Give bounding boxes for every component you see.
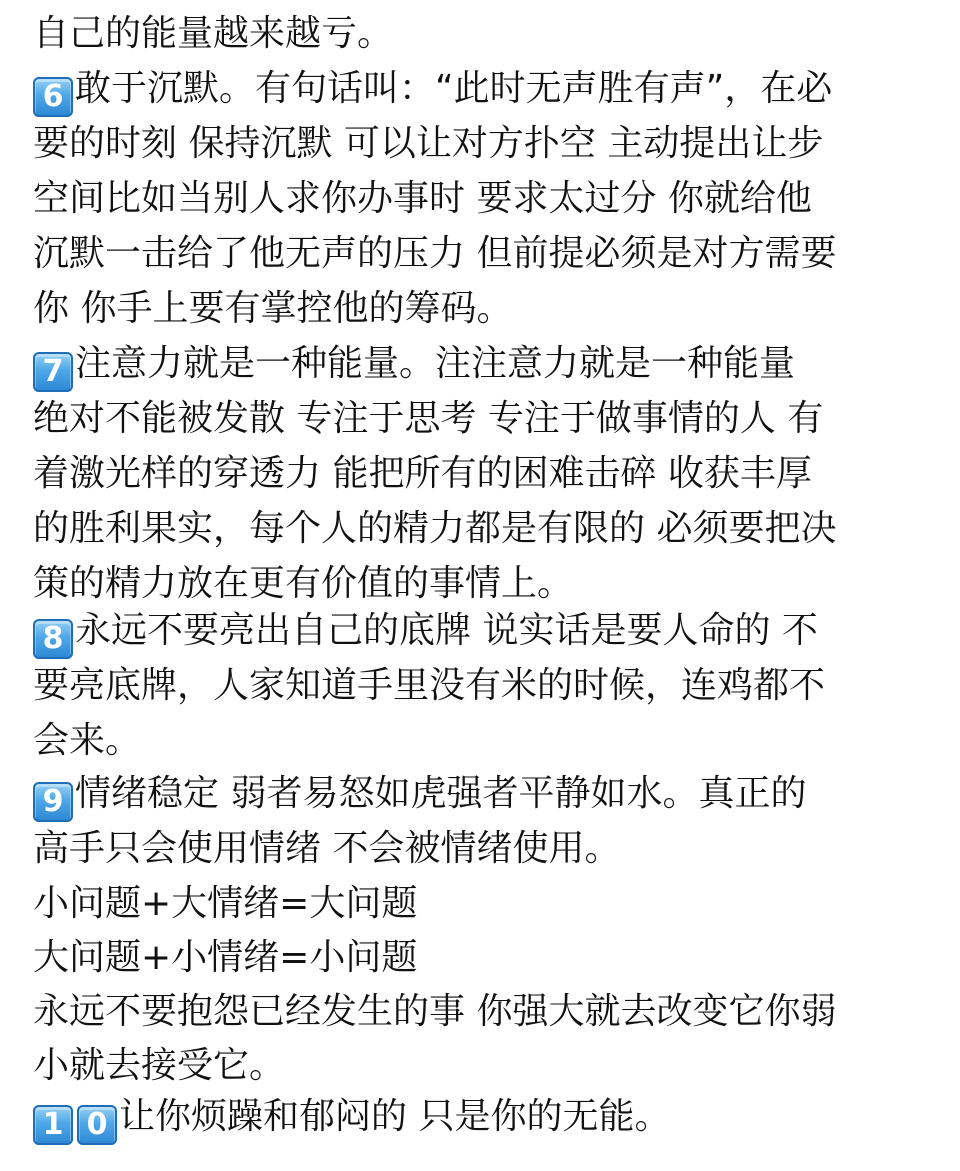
text-line (33, 766, 806, 822)
text-line (33, 1089, 670, 1145)
keycap-digit-icon: 8 (33, 619, 73, 659)
text-line (33, 6, 393, 62)
line-text: 沉默一击给了他无声的压力 但前提必须是对方需要 (33, 233, 837, 274)
text-line (33, 713, 141, 769)
line-text: 永远不要亮出自己的底牌 说实话是要人命的 不 (75, 610, 818, 651)
line-text: 注意力就是一种能量。注注意力就是一种能量 (75, 343, 796, 384)
line-text: 高手只会使用情绪 不会被情绪使用。 (33, 828, 621, 869)
text-line (33, 226, 836, 282)
text-line (33, 61, 832, 117)
text-line (33, 336, 795, 392)
line-text: 你 你手上要有掌控他的筹码。 (33, 288, 513, 329)
text-line (33, 603, 818, 659)
text-line (33, 984, 836, 1040)
line-text: 永远不要抱怨已经发生的事 你强大就去改变它你弱 (33, 991, 837, 1032)
text-line (33, 281, 512, 337)
text-line (33, 821, 620, 877)
keycap-digit-icon: 9 (33, 782, 73, 822)
text-line (33, 930, 417, 986)
line-text: 小问题+大情绪=大问题 (33, 883, 418, 924)
line-text: 要的时刻 保持沉默 可以让对方扑空 主动提出让步 (33, 123, 824, 164)
line-text: 大问题+小情绪=小问题 (33, 937, 418, 978)
text-line (33, 658, 825, 714)
line-text: 自己的能量越来越亏。 (33, 13, 394, 54)
line-text: 着激光样的穿透力 能把所有的困难击碎 收获丰厚 (33, 453, 812, 494)
line-text: 小就去接受它。 (33, 1045, 286, 1086)
line-text: 策的精力放在更有价值的事情上。 (33, 563, 574, 604)
line-text: 情绪稳定 弱者易怒如虎强者平静如水。真正的 (75, 773, 807, 814)
text-line (33, 116, 823, 172)
keycap-digit-icon: 7 (33, 352, 73, 392)
line-text: 让你烦躁和郁闷的 只是你的无能。 (119, 1096, 671, 1137)
line-text: 空间比如当别人求你办事时 要求太过分 你就给他 (33, 178, 812, 219)
text-line (33, 391, 823, 447)
text-line (33, 876, 417, 932)
line-text: 敢于沉默。有句话叫：“此时无声胜有声”，在必 (75, 68, 833, 109)
keycap-digit-icon: 1 (33, 1105, 73, 1145)
line-text: 绝对不能被发散 专注于思考 专注于做事情的人 有 (33, 398, 824, 439)
text-line (33, 501, 836, 557)
line-text: 要亮底牌，人家知道手里没有米的时候，连鸡都不 (33, 665, 826, 706)
line-text: 的胜利果实，每个人的精力都是有限的 必须要把决 (33, 508, 837, 549)
keycap-digit-icon: 6 (33, 77, 73, 117)
text-line (33, 1038, 285, 1094)
text-line (33, 446, 812, 502)
text-line (33, 171, 812, 227)
line-text: 会来。 (33, 720, 142, 761)
keycap-digit-icon: 0 (77, 1105, 117, 1145)
